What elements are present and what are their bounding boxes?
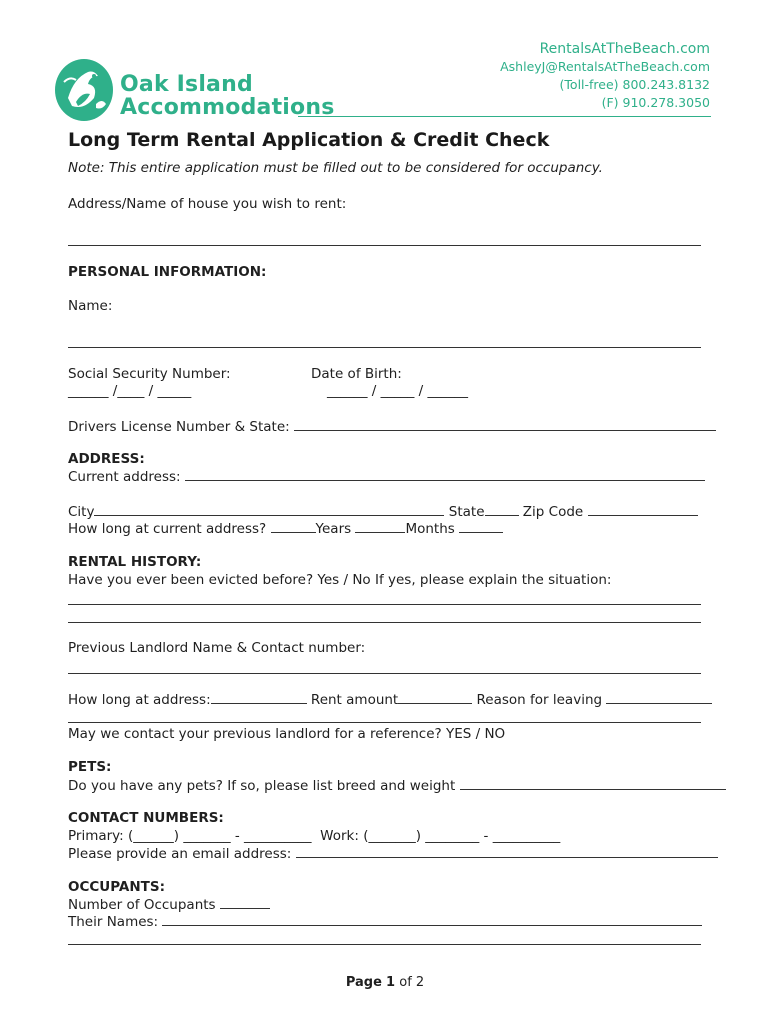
fax-number: (F) 910.278.3050: [601, 95, 710, 110]
names-label: Their Names:: [68, 914, 159, 930]
names-row: [68, 913, 702, 931]
months-label: Months: [405, 521, 455, 537]
reason-field[interactable]: [606, 691, 712, 704]
primary-label: Primary:: [68, 828, 124, 844]
city-label: City: [68, 504, 95, 520]
num-occupants-field[interactable]: [220, 896, 270, 909]
ssn-label: Social Security Number:: [68, 366, 231, 382]
brand-name: [120, 73, 335, 119]
contact-landlord-label: May we contact your previous landlord for a reference? YES / NO: [68, 726, 506, 742]
header-divider: [298, 116, 711, 117]
address-heading: ADDRESS:: [68, 451, 145, 467]
state-label: State: [448, 504, 485, 520]
pets-field[interactable]: [460, 777, 726, 790]
rent-row: [68, 691, 712, 709]
months-extra-field[interactable]: [459, 520, 503, 533]
pets-row: [68, 777, 726, 795]
page-total: of 2: [399, 975, 425, 990]
city-row: [68, 503, 698, 521]
house-field[interactable]: [68, 245, 701, 246]
email-link[interactable]: AshleyJ@RentalsAtTheBeach.com: [500, 59, 710, 74]
current-address-row: [68, 468, 705, 486]
city-field[interactable]: [94, 503, 444, 516]
years-field[interactable]: [271, 520, 316, 533]
email-row: [68, 845, 718, 863]
reason-extra-field[interactable]: [68, 722, 701, 723]
state-field[interactable]: [485, 503, 519, 516]
current-address-label: Current address:: [68, 469, 181, 485]
license-label: Drivers License Number & State:: [68, 419, 290, 435]
occupants-heading: OCCUPANTS:: [68, 879, 165, 895]
landlord-field[interactable]: [68, 673, 701, 674]
brand-line-2: Accommodations: [120, 95, 335, 120]
license-row: [68, 418, 716, 436]
dob-field[interactable]: ______ / _____ / ______: [327, 383, 469, 399]
email-label: Please provide an email address:: [68, 846, 292, 862]
name-label: Name:: [68, 298, 113, 314]
months-field[interactable]: [355, 520, 405, 533]
website-link[interactable]: RentalsAtTheBeach.com: [539, 41, 710, 57]
current-address-field[interactable]: [185, 468, 705, 481]
license-field[interactable]: [294, 418, 716, 431]
rent-field[interactable]: [398, 691, 472, 704]
pets-label: Do you have any pets? If so, please list breed and weight: [68, 778, 456, 794]
contact-block: [500, 40, 710, 112]
rental-heading: RENTAL HISTORY:: [68, 554, 202, 570]
howlong-label: How long at current address?: [68, 521, 267, 537]
dob-label: Date of Birth:: [311, 366, 402, 382]
tollfree-phone: (Toll-free) 800.243.8132: [559, 77, 710, 92]
email-field[interactable]: [296, 845, 718, 858]
num-occupants-label: Number of Occupants: [68, 897, 216, 913]
page-title: Long Term Rental Application & Credit Check: [68, 129, 550, 151]
page-current: 1: [386, 975, 396, 990]
zip-field[interactable]: [588, 503, 698, 516]
contact-heading: CONTACT NUMBERS:: [68, 810, 224, 826]
names-field[interactable]: [162, 913, 702, 926]
howlong-row: [68, 520, 503, 538]
evicted-field-2[interactable]: [68, 622, 701, 623]
work-label: Work:: [320, 828, 359, 844]
reason-label: Reason for leaving: [476, 692, 603, 708]
house-label: Address/Name of house you wish to rent:: [68, 196, 347, 212]
page-number: [0, 975, 770, 990]
pets-heading: PETS:: [68, 759, 112, 775]
howlong-address-label: How long at address:: [68, 692, 211, 708]
work-field[interactable]: (_______) ________ - __________: [363, 828, 561, 844]
evicted-label: Have you ever been evicted before? Yes / No If yes, please explain the situation:: [68, 572, 612, 588]
evicted-field-1[interactable]: [68, 604, 701, 605]
zip-label: Zip Code: [522, 504, 584, 520]
phone-row: [68, 828, 560, 845]
occupancy-note: Note: This entire application must be filled out to be considered for occupancy.: [68, 160, 603, 176]
years-label: Years: [315, 521, 352, 537]
rent-label: Rent amount: [310, 692, 399, 708]
ssn-field[interactable]: ______ /____ / _____: [68, 383, 192, 399]
landlord-label: Previous Landlord Name & Contact number:: [68, 640, 366, 656]
page-word: Page: [345, 975, 382, 990]
name-field[interactable]: [68, 347, 701, 348]
names-extra-field[interactable]: [68, 944, 701, 945]
seahorse-shell-logo-icon: [54, 58, 114, 122]
personal-heading: PERSONAL INFORMATION:: [68, 264, 267, 280]
brand-line-1: Oak Island: [120, 72, 253, 97]
primary-field[interactable]: (______) _______ - __________: [128, 828, 312, 844]
num-occupants-row: [68, 896, 270, 914]
howlong-address-field[interactable]: [211, 691, 307, 704]
